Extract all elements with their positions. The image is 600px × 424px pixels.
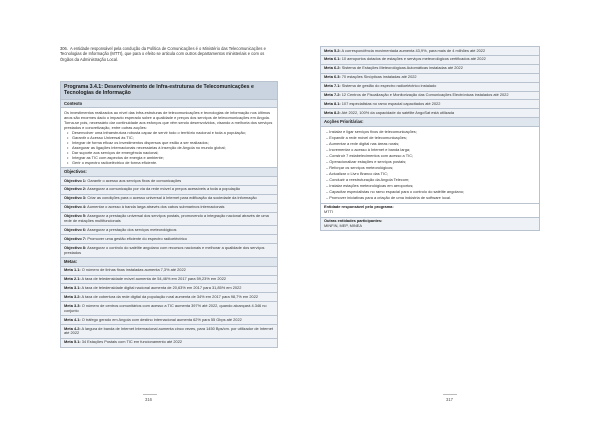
objective-label: Objectivo 3:	[64, 195, 87, 201]
goal-row	[61, 339, 277, 347]
context-bullet-list	[64, 130, 274, 165]
objective-label: Objectivo 4:	[64, 204, 87, 210]
goal-row	[321, 74, 539, 83]
goal-row	[321, 47, 539, 56]
goal-row	[61, 276, 277, 285]
action-text: Operacionalizar estações e serviços postais;	[329, 158, 407, 164]
goal-row	[61, 302, 277, 316]
objective-text: Promover uma gestão eficiente do espectro radioeléctrico	[87, 235, 187, 241]
context-bullet: • Gerir o espectro radioeléctrico de forma eficiente.	[72, 160, 274, 165]
objective-row	[61, 195, 277, 204]
context-heading: Contexto	[61, 100, 277, 109]
goal-text: O tráfego gerado em Angola com destino internacional aumenta 62% para 55 Gbps até 2022	[81, 316, 242, 322]
goal-row	[61, 325, 277, 339]
goal-label: Meta 3.2:	[64, 293, 81, 299]
goal-row	[61, 316, 277, 325]
action-text: Aumentar a rede digital nas áreas rurais;	[329, 140, 400, 146]
participants-value: MINFIN, MEP, MINEA	[324, 223, 362, 229]
page-number-rule	[143, 394, 157, 395]
action-text: Promover iniciativas para a criação de uma indústria de software local.	[329, 194, 451, 200]
goal-label: Meta 7.2:	[324, 92, 341, 98]
objective-row	[61, 213, 277, 227]
goal-row	[321, 83, 539, 92]
goal-text: O número de linhas fixas instaladas aumenta 7,3% até 2022	[81, 267, 186, 273]
participating-entities	[321, 218, 539, 231]
goal-text: 34 Estações Postais com TIC em funcionamento até 2022	[81, 339, 183, 345]
actions-section	[321, 127, 539, 204]
actions-heading: Acções Prioritárias:	[321, 118, 539, 127]
goal-label: Meta 6.2:	[324, 65, 341, 71]
action-text: Instalar estações meteorológicas em aeroportos;	[329, 182, 414, 188]
objective-text: Assegurar a comunicação por via da rede móvel a preços acessíveis a toda a população	[87, 186, 241, 192]
objective-label: Objectivo 8:	[64, 244, 87, 250]
goal-label: Meta 1.1:	[64, 267, 81, 273]
action-item: – Actualizar o Livro Branco das TIC;	[326, 170, 388, 176]
paragraph-text: A entidade responsável pela condução da Política de Comunicações é o Ministério das Telecomunicações e Tecnologias de Informação (MTTI), que para o efeito se articula com outros departamentos ministeriais e com os Órgãos da Administração Local.	[60, 46, 266, 62]
goal-label: Meta 5.2:	[324, 47, 341, 53]
context-text: Os investimentos realizados ao nível das infra-estruturas de telecomunicações e tecnologias de informação nos últimos anos são enormes dado o impacto esperado sobre a qualidade e preços dos serviços de telecomunicações em Angola. Torna-se pois, necessário dar continuidade aos esforços que vêm sendo desenvolvidos, visando a melhoria dos serviços prestados e concretização, entre outras acções:	[64, 110, 273, 131]
responsible-entity	[321, 204, 539, 218]
goal-row	[321, 92, 539, 101]
goal-text: 70 estações Sinópticas instaladas até 2022	[341, 74, 417, 80]
goal-text: 12 Centros de Fiscalização e Monitorização das Comunicações Electrónicas instalados até 2022	[341, 92, 509, 98]
goal-label: Meta 4.2:	[64, 325, 81, 331]
objective-text: Assegurar a prestação dos serviços meteorológicos	[87, 226, 177, 232]
program-box	[60, 81, 278, 348]
action-item: – Capacitar especialistas no ramo espacial para o controlo do satélite angolano;	[326, 188, 464, 194]
right-page	[300, 0, 600, 424]
objective-label: Objectivo 1:	[64, 177, 87, 183]
objective-label: Objectivo 5:	[64, 213, 87, 219]
action-text: Capacitar especialistas no ramo espacial para o controlo do satélite angolano;	[329, 188, 464, 194]
goal-text: A taxa de teledensidade digital nacional aumenta de 20,63% em 2017 para 31,85% em 2022	[81, 284, 242, 290]
goal-label: Meta 8.1:	[324, 100, 341, 106]
goal-label: Meta 3.1:	[64, 284, 81, 290]
responsible-value: MTTI	[324, 209, 334, 215]
action-item: – Incrementar o acesso à Internet e banda larga;	[326, 146, 411, 152]
objective-row	[61, 186, 277, 195]
context-bullet: • Assegurar as ligações internacionais necessárias à inserção de Angola no mundo global;	[72, 145, 274, 150]
action-text: Instalar e ligar serviços fixos de telecomunicações;	[329, 128, 417, 134]
context-bullet: • Dar suporte aos serviços de emergência nacional;	[72, 150, 274, 155]
participants-heading: Outras entidades participantes:	[324, 218, 383, 224]
responsible-heading: Entidade responsável pelo programa:	[324, 204, 394, 210]
objective-text: Assegurar a prestação universal dos serviços postais, promovendo a integração nacional através de uma rede de estações multifuncionais	[64, 213, 269, 224]
goals-heading: Metas:	[61, 258, 277, 267]
objective-row	[61, 244, 277, 258]
action-item: – Construir 7 estabelecimentos com acesso a TIC;	[326, 152, 414, 158]
goal-text: 10 aeroportos dotados de estações e serviços meteorológicos certificados até 2022	[341, 56, 486, 62]
goal-text: A largura de banda de Internet Internacional aumenta cinco vezes, para 1450 Bps/cm. por utilizador de Internet até 2022	[64, 325, 273, 336]
action-item: – Instalar e ligar serviços fixos de telecomunicações;	[326, 128, 417, 134]
goal-text: Sistema de Estações Meteorológicas Automáticas instaladas até 2022	[341, 65, 463, 71]
goal-label: Meta 6.3:	[324, 74, 341, 80]
objective-text: Criar as condições para o acesso universal à Internet para edificação da sociedade da informação	[87, 195, 257, 201]
goal-label: Meta 4.1:	[64, 316, 81, 322]
objective-text: Assegurar o controlo do satélite angolano com recursos nacionais e melhorar a qualidade dos serviços prestados	[64, 244, 265, 255]
goal-text: O número de centros comunitários com acesso a TIC aumenta 397% até 2022, quando alcançará 4.346 no conjunto	[64, 302, 267, 313]
action-item: – Reforçar os serviços meteorológicos;	[326, 164, 394, 170]
actions-list	[324, 129, 536, 201]
goal-row	[61, 284, 277, 293]
goal-text: A correspondência movimentada aumenta 43,9%, para mais de 4 milhões até 2022	[341, 47, 486, 53]
goal-text: A taxa de teledensidade móvel aumenta de 54,46% em 2017 para 59,23% em 2022	[81, 276, 227, 282]
goal-row	[321, 109, 539, 118]
objective-label: Objectivo 7:	[64, 235, 87, 241]
goal-label: Meta 3.3:	[64, 302, 81, 308]
action-text: Reforçar os serviços meteorológicos;	[329, 164, 394, 170]
intro-paragraph	[60, 46, 278, 62]
action-item: – Conduzir a reestruturação da Angola Telecom;	[326, 176, 410, 182]
action-item: – Promover iniciativas para a criação de uma indústria de software local.	[326, 194, 451, 200]
action-text: Construir 7 estabelecimentos com acesso a TIC;	[329, 152, 414, 158]
goal-row	[61, 267, 277, 276]
program-box-continued	[320, 46, 540, 231]
context-bullet: • Desenvolver uma infraestrutura robusta capaz de servir todo o território nacional e toda a população;	[72, 130, 274, 135]
objective-text: Garantir o acesso aos serviços fixos de comunicações	[87, 177, 182, 183]
goal-label: Meta 5.1:	[64, 339, 81, 345]
context-section	[61, 108, 277, 168]
objective-label: Objectivo 2:	[64, 186, 87, 192]
objective-label: Objectivo 6:	[64, 226, 87, 232]
action-item: – Aumentar a rede digital nas áreas rurais;	[326, 140, 400, 146]
goal-row	[321, 100, 539, 109]
goal-row	[61, 293, 277, 302]
page-number: 317	[446, 397, 453, 402]
action-text: Actualizar o Livro Branco das TIC;	[329, 170, 388, 176]
objectives-heading: Objectivos:	[61, 168, 277, 177]
context-bullet: • Garantir o Acesso Universal às TIC;	[72, 135, 274, 140]
goal-row	[321, 56, 539, 65]
context-bullet: • Integrar de forma eficaz os investimentos dispersos que estão a ser realizados;	[72, 140, 274, 145]
goal-text: A taxa de cobertura da rede digital da população rural aumenta de 34% em 2017 para 98,7% em 2022	[81, 293, 259, 299]
objective-row	[61, 177, 277, 186]
objective-row	[61, 226, 277, 235]
objective-row	[61, 204, 277, 213]
action-item: – Expandir a rede móvel de telecomunicações;	[326, 134, 407, 140]
action-text: Expandir a rede móvel de telecomunicações;	[329, 134, 407, 140]
program-title: Programa 3.4.1: Desenvolvimento de Infra-estruturas de Telecomunicações e Tecnologias de Informação	[61, 82, 277, 100]
action-text: Incrementar o acesso à Internet e banda larga;	[329, 146, 411, 152]
action-text: Conduzir a reestruturação da Angola Telecom;	[329, 176, 410, 182]
goal-text: Até 2022, 100% da capacidade do satélite AngoSat está utilizada	[341, 109, 455, 115]
paragraph-number: 306.	[60, 46, 68, 51]
context-bullet: • Integrar as TIC com aspectos de energia e ambiente;	[72, 155, 274, 160]
goal-label: Meta 7.1:	[324, 83, 341, 89]
page-number: 316	[145, 397, 152, 402]
page-number-rule	[443, 394, 457, 395]
goal-text: 107 especialistas no ramo espacial capacitados até 2022	[341, 100, 441, 106]
objective-row	[61, 235, 277, 244]
goal-text: Sistema de gestão do espectro radioeléctrico instalado	[341, 83, 437, 89]
goal-label: Meta 8.2:	[324, 109, 341, 115]
goal-label: Meta 6.1:	[324, 56, 341, 62]
action-item: – Instalar estações meteorológicas em aeroportos;	[326, 182, 414, 188]
goal-row	[321, 65, 539, 74]
objective-text: Aumentar o acesso à banda larga através dos cabos submarinos internacionais	[87, 204, 225, 210]
goal-label: Meta 2.1:	[64, 276, 81, 282]
action-item: – Operacionalizar estações e serviços postais;	[326, 158, 407, 164]
